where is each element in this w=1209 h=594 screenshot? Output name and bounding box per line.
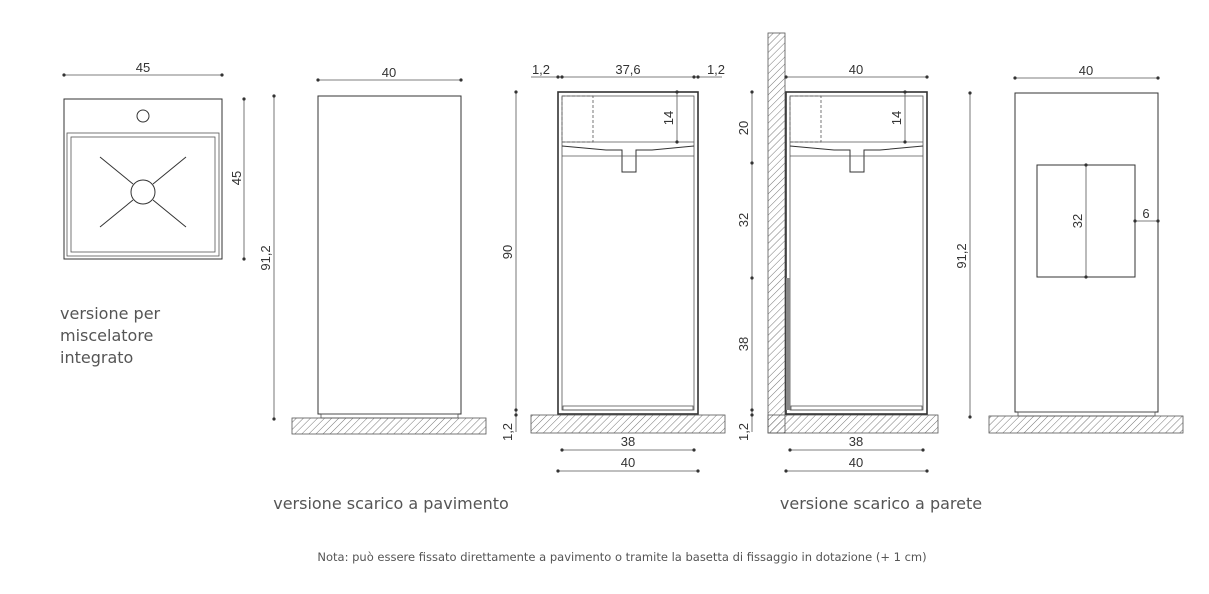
dim-basin-depth [661,90,679,143]
top-outline [64,99,222,259]
mixer-hidden [562,96,593,142]
label-wall-base-inner: 38 [848,434,864,449]
footnote: Nota: può essere fissato direttamente a pavimento o tramite la basetta di fissaggio in dotazione (+ 1 cm) [317,550,927,564]
label-back-width: 40 [1078,63,1094,78]
caption-mixer-1: versione per [60,304,161,323]
cabinet-inner-wall [790,96,923,410]
label-base-height: 1,2 [500,422,515,442]
section-floor-drain [500,62,725,473]
label-basin-depth: 14 [661,110,676,126]
back-view [954,63,1183,433]
dim-top-depth [229,97,246,260]
label-opening-height: 32 [1070,213,1085,229]
label-drain-bottom: 38 [736,336,751,352]
label-wall-base-outer: 40 [848,455,864,470]
floor-hatch-4 [989,416,1183,433]
dim-basin-depth-wall [889,90,907,143]
label-wall-left: 1,2 [531,62,551,77]
dim-wall-heights [736,90,754,441]
dim-back-width [1013,63,1159,80]
front-body [318,96,461,414]
label-front-width: 40 [381,65,397,80]
basin-rim-inner [71,137,215,252]
top-view [60,60,246,367]
caption-mixer-2: miscelatore [60,326,154,345]
label-top-depth: 45 [229,170,244,186]
label-inner-width: 37,6 [615,62,641,77]
dim-back-height [954,91,972,418]
label-height: 91,2 [258,245,273,271]
dim-base-widths [556,434,699,473]
label-cabinet-height: 90 [500,244,515,260]
caption-wall: versione scarico a parete [779,494,983,513]
cabinet-outline-wall [786,92,927,414]
floor-hatch [292,418,486,434]
caption-mixer-3: integrato [60,348,134,367]
caption-floor: versione scarico a pavimento [273,494,509,513]
dim-wall-base-widths [784,434,928,473]
basin-bottom-wall [790,146,923,172]
dim-opening [1070,163,1160,278]
drain-icon [131,180,155,204]
label-wall-base: 1,2 [736,422,751,442]
back-base [1018,412,1155,416]
dim-top-width [62,60,223,77]
label-back-height: 91,2 [954,243,969,269]
label-base-outer: 40 [620,455,636,470]
wall-opening-strip [786,278,790,410]
front-base [321,414,458,418]
dim-wall-width [784,62,928,79]
front-view [258,65,486,434]
basin-bottom [562,146,694,172]
dim-inner-width [531,62,725,79]
back-body [1015,93,1158,412]
cabinet-inner [562,96,694,410]
dim-height [258,94,276,420]
label-opening-offset: 6 [1142,206,1150,221]
wall-hatch [768,33,785,433]
label-top-width: 45 [135,60,151,75]
dim-cabinet-height [500,90,518,441]
dim-front-width [316,65,462,82]
mixer-hole [137,110,149,122]
base-plate-wall [791,406,922,410]
mixer-hidden-wall [790,96,821,142]
label-basin-depth-wall: 14 [889,110,904,126]
basin-rim-outer [67,133,219,256]
floor-hatch-3 [768,415,938,433]
label-drain-mid: 32 [736,212,751,228]
label-wall-right: 1,2 [706,62,726,77]
section-wall-drain [736,33,938,473]
label-wall-width: 40 [848,62,864,77]
floor-hatch-2 [531,415,725,433]
label-drain-top: 20 [736,120,751,136]
label-base-inner: 38 [620,434,636,449]
base-plate [563,406,693,410]
